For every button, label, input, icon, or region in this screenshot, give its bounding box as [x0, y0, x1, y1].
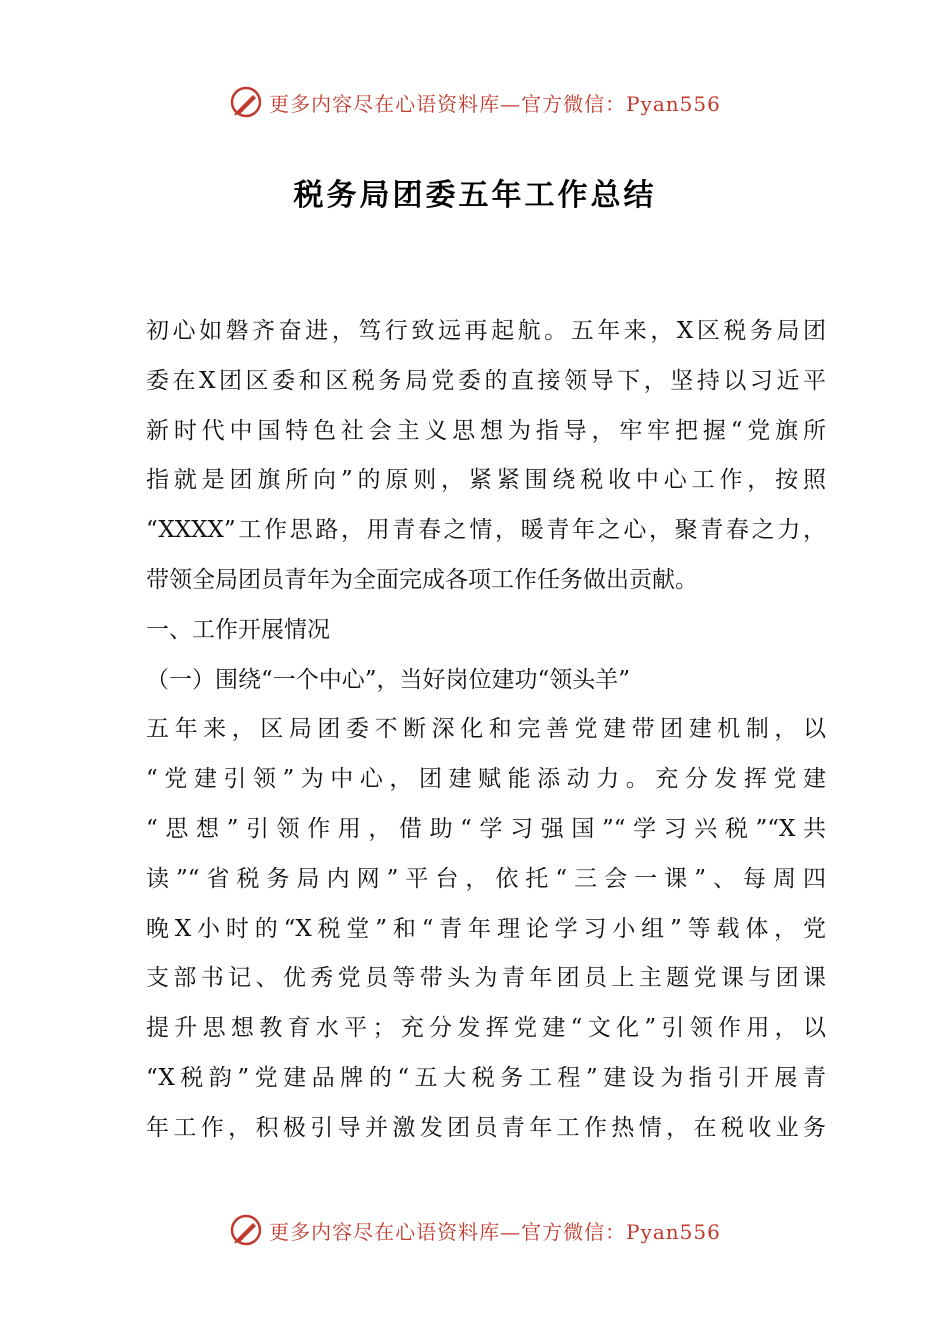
watermark-text: 更多内容尽在心语资料库—官方微信：Pyan556 — [269, 1219, 721, 1244]
text-line: 提升思想教育水平；充分发挥党建“文化”引领作用，以 — [146, 1015, 826, 1042]
text-line: 晚X小时的“X税堂”和“青年理论学习小组”等载体，党 — [146, 915, 826, 942]
watermark-text: 更多内容尽在心语资料库—官方微信：Pyan556 — [269, 91, 721, 116]
page-title: 税务局团委五年工作总结 — [293, 178, 657, 213]
text-line: “党建引领”为中心，团建赋能添动力。充分发挥党建 — [146, 766, 826, 793]
text-line: “XXXX”工作思路，用青春之情，暖青年之心，聚青春之力， — [146, 517, 826, 544]
text-line: 年工作，积极引导并激发团员青年工作热情，在税收业务 — [146, 1114, 826, 1141]
text-line: 指就是团旗所向”的原则，紧紧围绕税收中心工作，按照 — [146, 467, 826, 494]
text-line: 五年来，区局团委不断深化和完善党建带团建机制，以 — [146, 716, 826, 743]
text-line: 支部书记、优秀党员等带头为青年团员上主题党课与团课 — [146, 965, 826, 992]
section-heading: 一、工作开展情况 — [146, 616, 330, 643]
text-line: 读”“省税务局内网”平台，依托“三会一课”、每周四 — [146, 865, 826, 892]
text-line: 带领全局团员青年为全面完成各项工作任务做出贡献。 — [146, 566, 698, 593]
text-line: 新时代中国特色社会主义思想为指导，牢牢把握“党旗所 — [146, 417, 826, 444]
watermark-top — [0, 82, 950, 122]
text-line: “思想”引领作用，借助“学习强国”“学习兴税”“X共 — [146, 815, 826, 842]
watermark-bottom — [0, 1210, 950, 1250]
text-line: 委在X团区委和区税务局党委的直接领导下，坚持以习近平 — [146, 367, 826, 394]
document-body — [146, 307, 826, 1154]
pen-logo-icon — [229, 1213, 263, 1247]
subsection-heading: （一）围绕“一个中心”，当好岗位建功“领头羊” — [146, 666, 631, 693]
text-line: “X税韵”党建品牌的“五大税务工程”建设为指引开展青 — [146, 1064, 826, 1091]
text-line: 初心如磐齐奋进，笃行致远再起航。五年来，X区税务局团 — [146, 318, 826, 344]
pen-logo-icon — [229, 85, 263, 119]
